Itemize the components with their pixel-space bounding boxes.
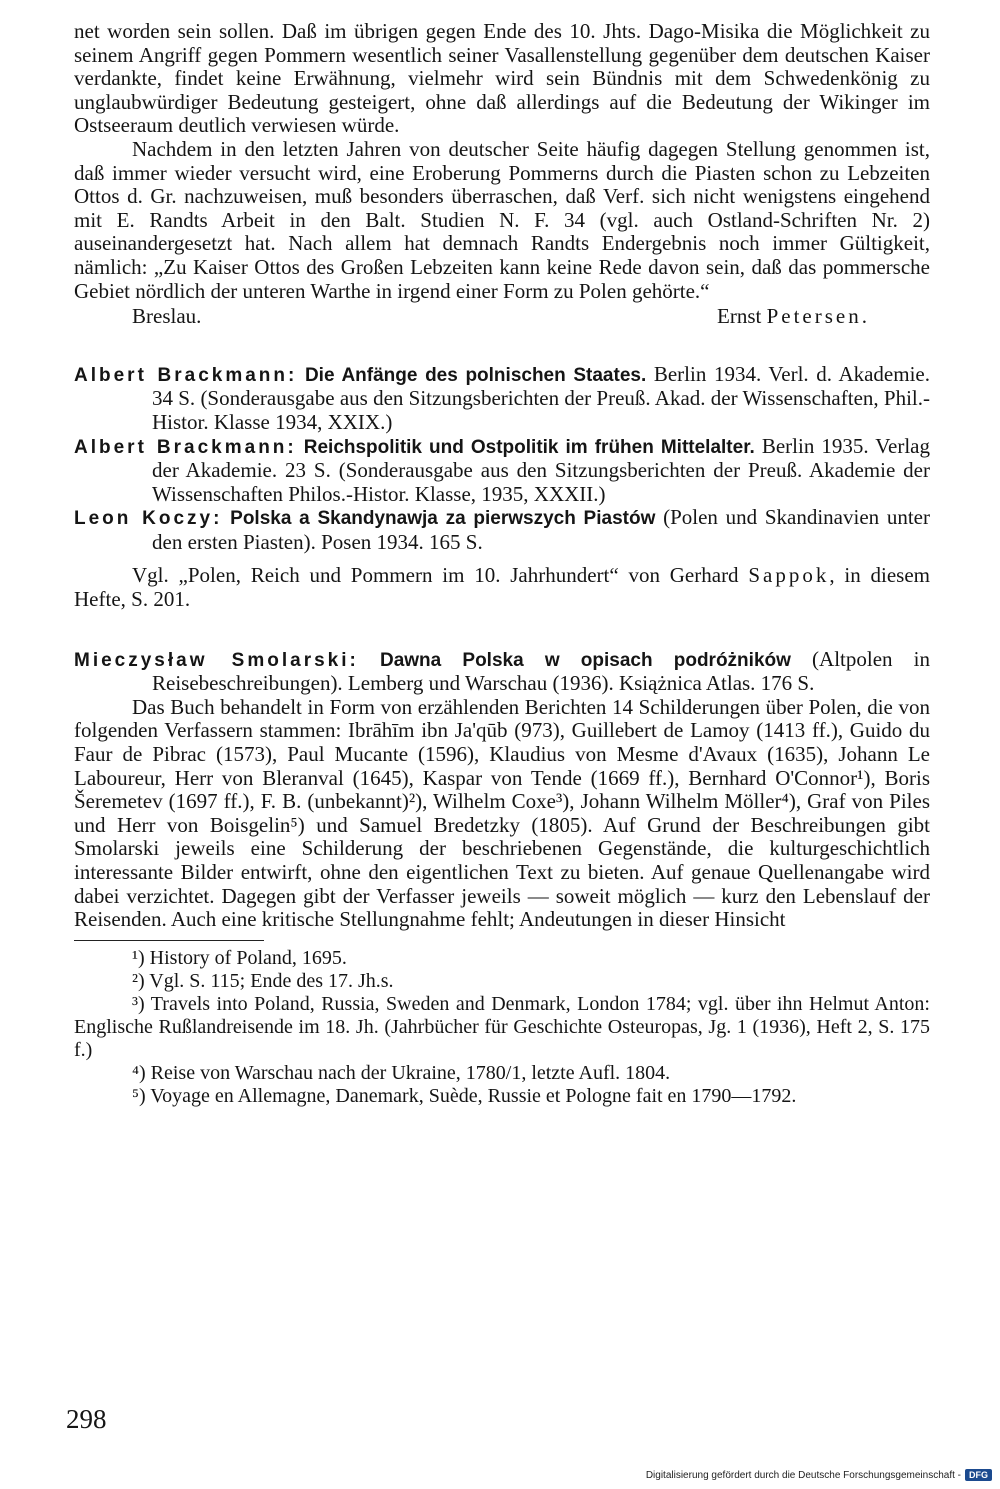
page-number: 298: [66, 1404, 107, 1434]
footnotes: [74, 947, 930, 1108]
footnote: ¹) History of Poland, 1695.: [132, 946, 347, 969]
page-body: [74, 20, 930, 1108]
cross-reference: Vgl. „Polen, Reich und Pommern im 10. Jahrhundert“ von Gerhard Sappok, in diesem Hefte, S. 201.: [74, 563, 931, 612]
previous-review: [74, 20, 930, 303]
bibliography-entry: [74, 435, 930, 507]
entry-author: Albert Brackmann:: [74, 436, 297, 458]
entry-title: Polska a Skandynawja za pierwszych Piastów: [230, 508, 656, 530]
review-paragraph: Nachdem in den letzten Jahren von deutscher Seite häufig dagegen Stellung genommen ist, daß immer wieder versucht wird, eine Eroberung Pommerns durch die Piasten schon zu Lebzeiten Ottos d. Gr. nachzuweisen, muß besonders überraschen, daß Verf. sich nicht wenigstens eingehend mit E. Randts Arbeit in den Balt. Studien N. F. 34 (vgl. auch Ostland-Schriften Nr. 2) auseinandergesetzt hat. Nach allem hat demnach Randts Endergebnis noch immer Gültigkeit, nämlich: „Zu Kaiser Ottos des Großen Lebzeiten kann keine Rede davon sein, daß das pommersche Gebiet nördlich der unteren Warthe in irgend einer Form zu Polen gehörte.“: [74, 136, 930, 303]
dfg-logo-icon: DFG: [965, 1469, 992, 1481]
smolarski-review: [74, 648, 930, 932]
bibliography-group: [74, 363, 930, 612]
footnote-divider: [74, 940, 264, 941]
entry-author: Mieczysław Smolarski:: [74, 649, 359, 671]
footnote: ⁴) Reise von Warschau nach der Ukraine, 1780/1, letzte Aufl. 1804.: [132, 1061, 671, 1084]
entry-details: (Altpolen in Reisebeschreibungen). Lemberg und Warschau (1936). Książnica Atlas. 176 S.: [152, 646, 931, 696]
entry-details: Berlin 1935. Verlag der Akademie. 23 S. (Sonderausgabe aus den Sitzungsberichten der Preuß. Akademie der Wissenschaften Philos.-Histor. Klasse, 1935, XXXII.): [152, 433, 930, 506]
footnote: ³) Travels into Poland, Russia, Sweden and Denmark, London 1784; vgl. über ihn Helmut Anton: Englische Rußlandreisende im 18. Jh. (Jahrbücher für Geschichte Osteuropas, Jg. 1 (1936), Heft 2, S. 175 f.): [74, 992, 930, 1061]
review-signature: [74, 305, 930, 329]
review-paragraph: net worden sein sollen. Daß im übrigen gegen Ende des 10. Jhts. Dago-Misika die Möglichkeit zu seinem Angriff gegen Pommern wesentlich seiner Vasallenstellung gegenüber dem deutschen Kaiser verdankte, findet keine Erwähnung, vielmehr wird sein Bündnis mit dem Schwedenkönig zu unglaubwürdiger Bedeutung gesteigert, ohne daß allerdings auf die Bedeutung der Wikinger im Ostseeraum deutlich verwiesen würde.: [74, 19, 930, 138]
review-body: Das Buch behandelt in Form von erzählenden Berichten 14 Schilderungen über Polen, die von folgenden Verfassern stammen: Ibrāhīm ibn Ja'qūb (973), Guillebert de Lamoy (1413 ff.), Guido du Faur de Pibrac (1573), Paul Mucante (1596), Klaudius von Mesme d'Avaux (1635), Johann Le Laboureur, Herr von Bleranval (1645), Kaspar von Tende (1669 ff.), Bernhard O'Connor¹), Boris Šeremetev (1697 ff.), F. B. (unbekannt)²), Wilhelm Coxe³), Johann Wilhelm Möller⁴), Graf von Piles und Herr von Boisgelin⁵) und Samuel Bredetzky (1805). Auf Grund der Beschreibungen gibt Smolarski jeweils eine Schilderung der beschriebenen Gegenstände, die kulturgeschichtlich interessante Bilder entwirft, ohne den eigentlichen Text zu bieten. Auf genaue Quellenangabe wird dabei verzichtet. Dagegen gibt der Verfasser jeweils — soweit möglich — kurz den Lebenslauf der Reisenden. Auch eine kritische Stellungnahme fehlt; Andeutungen in dieser Hinsicht: [74, 694, 930, 932]
credit-text: Digitalisierung gefördert durch die Deutsche Forschungsgemeinschaft -: [645, 1469, 961, 1481]
bibliography-entry: [74, 648, 930, 696]
reviewer-name: Ernst Petersen.: [717, 304, 870, 329]
entry-details: Berlin 1934. Verl. d. Akademie. 34 S. (Sonderausgabe aus den Sitzungsberichten der Preuß. Akad. der Wissenschaften, Phil.-Histor. Klasse 1934, XXIX.): [152, 361, 930, 434]
entry-title: Reichspolitik und Ostpolitik im frühen Mittelalter.: [303, 436, 755, 458]
bibliography-entry: [74, 506, 930, 554]
entry-title: Die Anfänge des polnischen Staates.: [304, 364, 647, 386]
entry-details: (Polen und Skandinavien unter den ersten Piasten). Posen 1934. 165 S.: [152, 505, 930, 554]
review-place: Breslau.: [132, 304, 202, 329]
entry-author: Albert Brackmann:: [74, 364, 298, 386]
footnote: ⁵) Voyage en Allemagne, Danemark, Suède, Russie et Pologne fait en 1790—1792.: [132, 1084, 797, 1107]
entry-title: Dawna Polska w opisach podróżników: [379, 649, 791, 671]
footnote: ²) Vgl. S. 115; Ende des 17. Jh.s.: [132, 969, 394, 992]
bibliography-entry: [74, 363, 930, 435]
digitization-credit: [646, 1469, 992, 1481]
entry-author: Leon Koczy:: [74, 508, 223, 530]
